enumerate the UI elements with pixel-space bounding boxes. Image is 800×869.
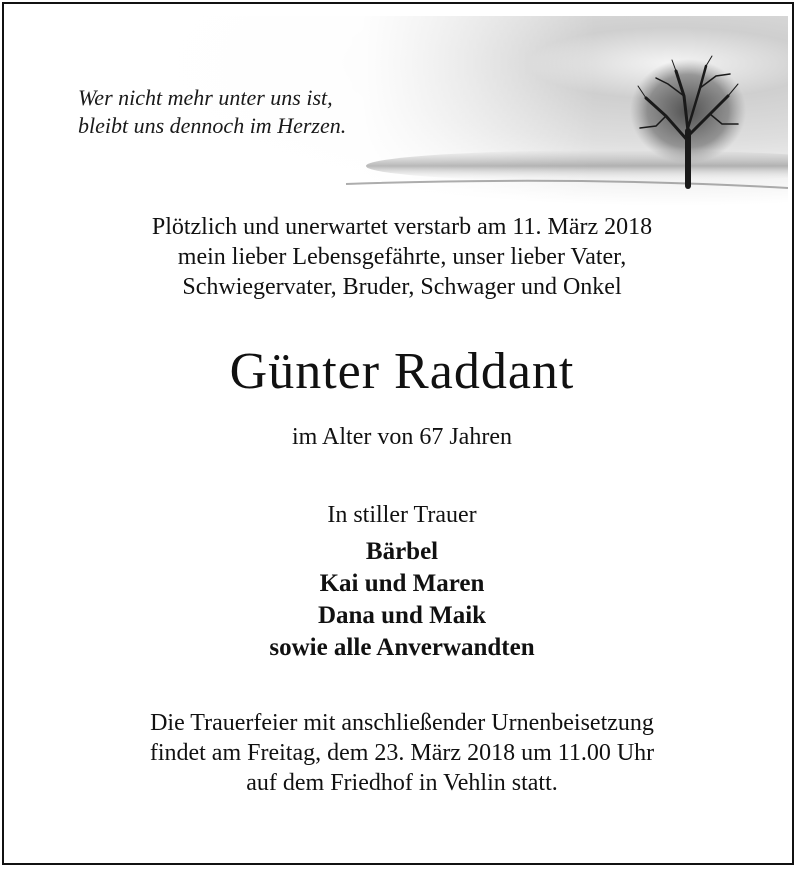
funeral-line-2: findet am Freitag, dem 23. März 2018 um 11.00 Uhr xyxy=(149,740,655,766)
obituary-frame xyxy=(2,2,794,865)
intro-line-1: Plötzlich und unerwartet verstarb am 11. März 2018 xyxy=(151,214,653,240)
deceased-name: Günter Raddant xyxy=(229,343,575,400)
funeral-line-3: auf dem Friedhof in Vehlin statt. xyxy=(246,770,558,796)
quote-line-2: bleibt uns dennoch im Herzen. xyxy=(78,113,347,138)
funeral-line-1: Die Trauerfeier mit anschließender Urnenbeisetzung xyxy=(150,710,654,736)
intro-line-2: mein lieber Lebensgefährte, unser lieber Vater, xyxy=(177,244,627,270)
funeral-details xyxy=(4,708,800,798)
mourners-list xyxy=(4,536,800,664)
header-image xyxy=(16,16,788,206)
mourning-label: In stiller Trauer xyxy=(327,502,477,528)
mourner-name: sowie alle Anverwandten xyxy=(269,634,535,661)
intro-line-3: Schwiegervater, Bruder, Schwager und Onkel xyxy=(182,274,622,300)
quote-line-1: Wer nicht mehr unter uns ist, xyxy=(78,85,333,110)
mourner-name: Kai und Maren xyxy=(319,570,485,597)
quote xyxy=(78,84,346,140)
age-text: im Alter von 67 Jahren xyxy=(292,424,512,450)
mourner-name: Bärbel xyxy=(365,538,439,565)
mourner-name: Dana und Maik xyxy=(317,602,487,629)
intro-text xyxy=(4,212,800,302)
